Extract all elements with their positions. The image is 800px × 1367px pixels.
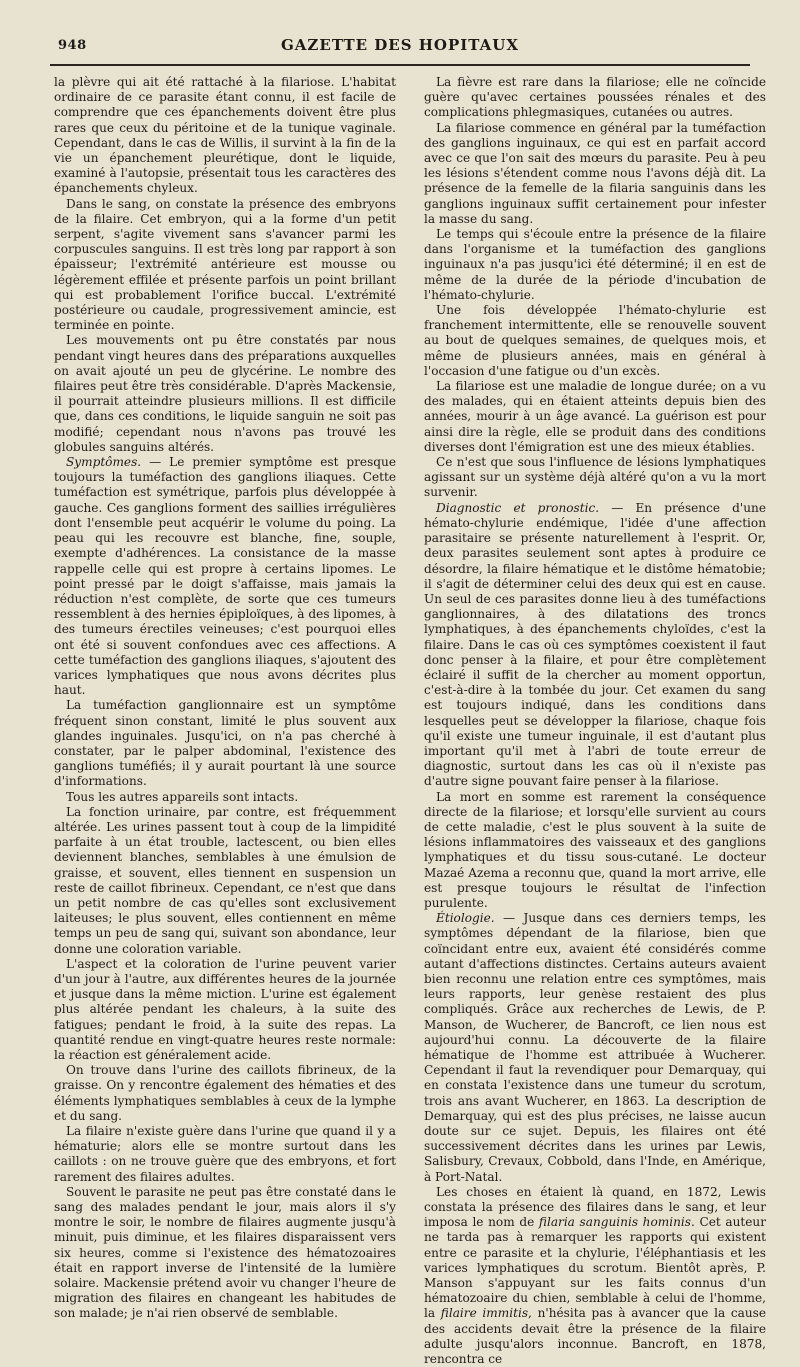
paragraph: La mort en somme est rarement la conséquence directe de la filariose; et lorsqu'elle survient au cours de cette maladie, c'est le plus souvent à la suite de lésions inflammatoires des vaisseaux et des ganglions lymphatiques et du tissu sous-cutané. Le docteur Mazaé Azema a reconnu que, quand la mort arrive, elle est presque toujours le résultat de l'infection purulente. [424, 789, 766, 910]
paragraph: Le temps qui s'écoule entre la présence de la filaire dans l'organisme et la tuméfaction des ganglions inguinaux n'a pas jusqu'ici été déterminé; il en est de même de la durée de la période d'incubation de l'hémato-chylurie. [424, 227, 766, 302]
paragraph: Dans le sang, on constate la présence des embryons de la filaire. Cet embryon, qui a la forme d'un petit serpent, s'agite vivement sans s'avancer parmi les corpuscules sanguins. Il est très long par rapport à son épaisseur; l'extrémité antérieure est mousse ou légèrement effilée et présente parfois un point brillant qui est probablement l'orifice buccal. L'extrémité postérieure ou caudale, progressivement amincie, est terminée en pointe. [54, 196, 396, 333]
paragraph: la plèvre qui ait été rattaché à la filariose. L'habitat ordinaire de ce parasite étant connu, il est facile de comprendre que ces épanchements doivent être plus rares que ceux du péritoine et de la tunique vaginale. Cependant, dans le cas de Willis, il survint à la fin de la vie un épanchement pleurétique, dont le liquide, examiné à l'autopsie, présentait tous les caractères des épanchements chyleux. [54, 75, 396, 196]
paragraph: L'aspect et la coloration de l'urine peuvent varier d'un jour à l'autre, aux différentes heures de la journée et jusque dans la même miction. L'urine est également plus altérée pendant les chaleurs, à la suite des fatigues; pendant le froid, à la suite des repas. La quantité rendue en vingt-quatre heures reste normale: la réaction est généralement acide. [54, 956, 396, 1062]
paragraph: Tous les autres appareils sont intacts. [66, 789, 299, 804]
running-header [50, 34, 750, 64]
paragraph: Étiologie. — Jusque dans ces derniers temps, les symptômes dépendant de la filariose, bien que coïncidant entre eux, avaient été considérés comme autant d'affections distinctes. Certains auteurs avaient bien reconnu une relation entre ces symptômes, mais leurs rapports, leur genèse restaient des plus compliqués. Grâce aux recherches de Lewis, de P. Manson, de Wucherer, de Bancroft, ce lien nous est aujourd'hui connu. La découverte de la filaire hématique de l'homme est attribuée à Wucherer. Cependant il faut la revendiquer pour Demarquay, qui en constata l'existence dans une tumeur du scrotum, trois ans avant Wucherer, en 1863. La description de Demarquay, qui est des plus précises, ne laisse aucun doute sur ce sujet. Depuis, les filaires ont été successivement décrites dans les urines par Lewis, Salisbury, Crevaux, Cobbold, dans l'Inde, en Amérique, à Port-Natal. [424, 911, 766, 1184]
paragraph: La filariose commence en général par la tuméfaction des ganglions inguinaux, ce qui est en parfait accord avec ce que l'on sait des mœurs du parasite. Peu à peu les lésions s'étendent comme nous l'avons déjà dit. La présence de la femelle de la filaria sanguinis dans les ganglions inguinaux suffit certainement pour infester la masse du sang. [424, 120, 766, 226]
paragraph: Les choses en étaient là quand, en 1872, Lewis constata la présence des filaires dans le sang, et leur imposa le nom de filaria sanguinis hominis. Cet auteur ne tarda pas à remarquer les rapports qui existent entre ce parasite et la chylurie, l'éléphantiasis et les varices lymphatiques du scrotum. Bientôt après, P. Manson s'appuyant sur les faits connus d'un hématozoaire du chien, semblable à celui de l'homme, la filaire immitis, n'hésita pas à avancer que la cause des accidents devait être la présence de la filaire adulte jusqu'alors inconnue. Bancroft, en 1878, rencontra ce [424, 1184, 766, 1367]
journal-title: GAZETTE DES HOPITAUX [280, 36, 519, 54]
paragraph: La tuméfaction ganglionnaire est un symptôme fréquent sinon constant, limité le plus souvent aux glandes inguinales. Jusqu'ici, on n'a pas cherché à constater, par le palper abdominal, l'existence des ganglions tuméfiés; il y aurait pourtant là une source d'informations. [54, 698, 396, 789]
paragraph: La filariose est une maladie de longue durée; on a vu des malades, qui en étaient atteints depuis bien des années, mourir à un âge avancé. La guérison est pour ainsi dire la règle, elle se produit dans des conditions diverses dont l'émigration est une des mieux établies. [424, 379, 766, 454]
paragraph: Symptômes. — Le premier symptôme est presque toujours la tuméfaction des ganglions iliaques. Cette tuméfaction est symétrique, parfois plus développée à gauche. Ces ganglions forment des saillies irrégulières dont l'ensemble peut acquérir le volume du poing. La peau qui les recouvre est blanche, fine, souple, exempte d'adhérences. La consistance de la masse rappelle celle qui est propre à certains lipomes. Le point pressé par le doigt s'affaisse, mais jamais la réduction n'est complète, de sorte que ces tumeurs ressemblent à des hernies épiploïques, à des lipomes, à des tumeurs érectiles veineuses; c'est pourquoi elles ont été si souvent confondues avec ces affections. A cette tuméfaction des ganglions iliaques, s'ajoutent des varices lymphatiques que nous avons décrites plus haut. [54, 455, 396, 698]
paragraph: La fièvre est rare dans la filariose; elle ne coïncide guère qu'avec certaines poussées rénales et des complications phlegmasiques, cutanées ou autres. [424, 75, 766, 120]
paragraph: On trouve dans l'urine des caillots fibrineux, de la graisse. On y rencontre également des hématies et des éléments lymphatiques semblables à ceux de la lymphe et du sang. [54, 1063, 396, 1123]
paragraph: Une fois développée l'hémato-chylurie est franchement intermittente, elle se renouvelle souvent au bout de quelques semaines, de quelques mois, et même de plusieurs années, mais en général à l'occasion d'une fatigue ou d'un excès. [424, 303, 766, 378]
paragraph: Ce n'est que sous l'influence de lésions lymphatiques agissant sur un système déjà altéré qu'on a vu la mort survenir. [424, 455, 766, 500]
page-number: 948 [58, 38, 87, 53]
right-column [424, 75, 766, 1367]
paragraph: Les mouvements ont pu être constatés par nous pendant vingt heures dans des préparations auxquelles on avait ajouté un peu de glycérine. Le nombre des filaires peut être très considérable. D'après Mackensie, il pourrait atteindre plusieurs millions. Il est difficile que, dans ces conditions, le liquide sanguin ne soit pas modifié; cependant nous n'avons pas trouvé les globules sanguins altérés. [54, 333, 396, 454]
paragraph: La fonction urinaire, par contre, est fréquemment altérée. Les urines passent tout à coup de la limpidité parfaite à un état trouble, lactescent, ou bien elles deviennent blanches, semblables à une émulsion de graisse, et souvent, elles tiennent en suspension un reste de caillot fibrineux. Cependant, ce n'est que dans un petit nombre de cas qu'elles sont exclusivement laiteuses; le plus souvent, elles contiennent en même temps un peu de sang qui, suivant son abondance, leur donne une coloration variable. [54, 804, 396, 956]
paragraph: Diagnostic et pronostic. — En présence d'une hémato-chylurie endémique, l'idée d'une affection parasitaire se présente naturellement à l'esprit. Or, deux parasites seulement sont aptes à produire ce désordre, la filaire hématique et le distôme hématobie; il s'agit de déterminer celui des deux qui est en cause. Un seul de ces parasites donne lieu à des tuméfactions ganglionnaires, à des dilatations des troncs lymphatiques, à des épanchements chyloïdes, c'est la filaire. Dans le cas où ces symptômes coexistent il faut donc penser à la filaire, et pour être complètement éclairé il suffit de la chercher au moment opportun, c'est-à-dire à la tombée du jour. Cet examen du sang est toujours indiqué, dans les conditions dans lesquelles peut se développer la filariose, chaque fois qu'il existe une tumeur inguinale, il est d'autant plus important qu'il met à l'abri de toute erreur de diagnostic, surtout dans les cas où il n'existe pas d'autre signe pouvant faire penser à la filariose. [424, 500, 766, 789]
paragraph: Souvent le parasite ne peut pas être constaté dans le sang des malades pendant le jour, mais alors il s'y montre le soir, le nombre de filaires augmente jusqu'à minuit, puis diminue, et les filaires disparaissent vers six heures, comme si l'existence des hématozoaires était en rapport inverse de l'intensité de la lumière solaire. Mackensie prétend avoir vu changer l'heure de migration des filaires en changeant les habitudes de son malade; je n'ai rien observé de semblable. [54, 1184, 396, 1321]
paragraph: La filaire n'existe guère dans l'urine que quand il y a hématurie; alors elle se montre surtout dans les caillots : on ne trouve guère que des embryons, et fort rarement des filaires adultes. [54, 1124, 396, 1184]
header-rule [50, 64, 750, 66]
left-column [54, 75, 396, 1322]
